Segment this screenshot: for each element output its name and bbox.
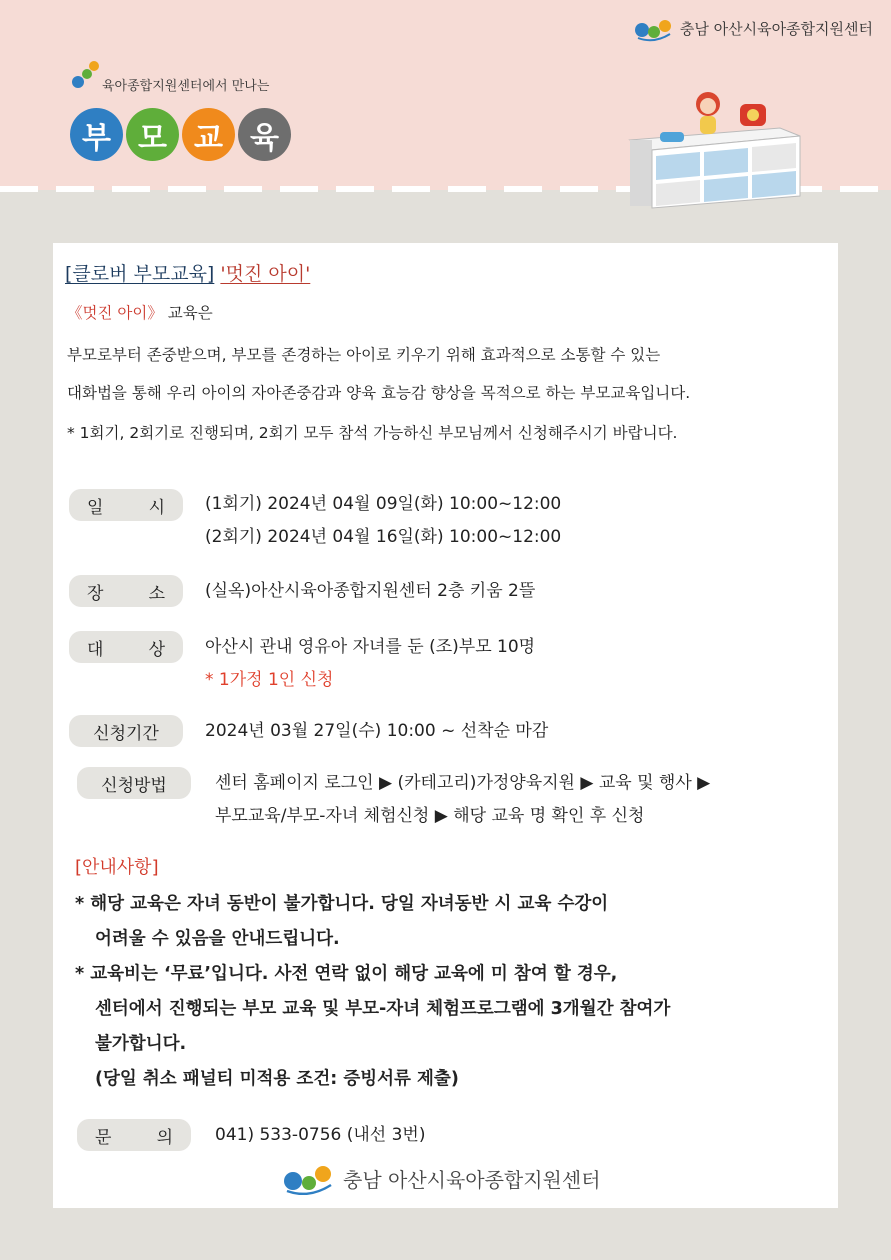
big-title (70, 108, 291, 161)
place-value: (실옥)아산시육아종합지원센터 2층 키움 2뜰 (205, 581, 536, 601)
label-contact (77, 1119, 191, 1151)
target-values (205, 631, 535, 697)
title-circle-3: 교 (182, 108, 235, 161)
info-row-place (69, 575, 535, 608)
method-line-2: 부모교육/부모-자녀 체험신청 ▶ 해당 교육 명 확인 후 신청 (215, 806, 645, 826)
label-target-a: 대 (87, 639, 104, 660)
notice-line-1: * 해당 교육은 자녀 동반이 불가합니다. 당일 자녀동반 시 교육 수강이 (75, 894, 609, 914)
intro-line-3: * 1회기, 2회기로 진행되며, 2회기 모두 참석 가능하신 부모님께서 신청해주시기 바랍니다. (67, 424, 678, 442)
info-row-target (69, 631, 535, 697)
info-row-contact (77, 1119, 425, 1152)
page-title (65, 259, 310, 286)
label-target-b: 상 (148, 639, 165, 660)
toy-shelf-illustration (620, 80, 820, 210)
date-values (205, 488, 561, 554)
notice-body (75, 887, 670, 1097)
info-row-method (77, 767, 710, 833)
title-program: [클로버 부모교육] (65, 263, 215, 285)
intro-line-1: 부모로부터 존중받으며, 부모를 존경하는 아이로 키우기 위해 효과적으로 소통할 수 있는 (67, 346, 661, 364)
intro-line-2: 대화법을 통해 우리 아이의 자아존중감과 양육 효능감 향상을 목적으로 하는 부모교육입니다. (67, 384, 691, 402)
date-line-1: (1회기) 2024년 04월 09일(화) 10:00~12:00 (205, 494, 562, 514)
notice-line-4: 센터에서 진행되는 부모 교육 및 부모-자녀 체험프로그램에 3개월간 참여가 (95, 999, 671, 1019)
title-circle-1: 부 (70, 108, 123, 161)
label-date (69, 489, 183, 521)
sub-title-text: 육아종합지원센터에서 만나는 (102, 79, 270, 94)
footer-org-name: 충남 아산시육아종합지원센터 (343, 1167, 601, 1192)
label-contact-a: 문 (95, 1127, 112, 1148)
label-place-a: 장 (87, 583, 104, 604)
label-target (69, 631, 183, 663)
label-period: 신청기간 (69, 715, 183, 747)
title-circle-4: 육 (238, 108, 291, 161)
label-contact-b: 의 (156, 1127, 173, 1148)
header-org (634, 14, 873, 42)
label-date-a: 일 (87, 497, 104, 518)
label-date-b: 시 (148, 497, 165, 518)
info-row-date (69, 489, 561, 554)
small-logo-icon (70, 60, 100, 94)
notice-line-2: 어려울 수 있음을 안내드립니다. (95, 929, 340, 949)
intro-rest: 교육은 (162, 304, 213, 322)
date-line-2: (2회기) 2024년 04월 16일(화) 10:00~12:00 (205, 527, 562, 547)
footer-org (283, 1161, 601, 1195)
label-place (69, 575, 183, 607)
label-place-b: 소 (148, 583, 165, 604)
footer-logo-icon (283, 1161, 335, 1195)
header-org-name: 충남 아산시육아종합지원센터 (679, 19, 873, 38)
period-value: 2024년 03월 27일(수) 10:00 ~ 선착순 마감 (205, 721, 549, 741)
info-row-period (69, 715, 548, 748)
target-value: 아산시 관내 영유아 자녀를 둔 (조)부모 10명 (205, 637, 536, 657)
title-name: '멋진 아이' (220, 263, 311, 285)
contact-value: 041) 533-0756 (내선 3번) (215, 1125, 426, 1145)
method-line-1: 센터 홈페이지 로그인 ▶ (카테고리)가정양육지원 ▶ 교육 및 행사 ▶ (215, 773, 711, 793)
title-circle-2: 모 (126, 108, 179, 161)
sub-title (70, 60, 269, 94)
label-method: 신청방법 (77, 767, 191, 799)
target-note: * 1가정 1인 신청 (205, 670, 334, 690)
notice-line-3: * 교육비는 ‘무료’입니다. 사전 연락 없이 해당 교육에 미 참여 할 경우, (75, 964, 618, 984)
notice-line-6: (당일 취소 패널티 미적용 조건: 증빙서류 제출) (95, 1069, 459, 1089)
intro-heading (67, 301, 213, 323)
content-card (53, 243, 838, 1208)
notice-line-5: 불가합니다. (95, 1034, 187, 1054)
intro-label: 《멋진 아이》 (67, 304, 163, 322)
notice-heading: [안내사항] (75, 857, 159, 878)
method-values (215, 767, 710, 833)
center-logo-icon (634, 14, 674, 42)
